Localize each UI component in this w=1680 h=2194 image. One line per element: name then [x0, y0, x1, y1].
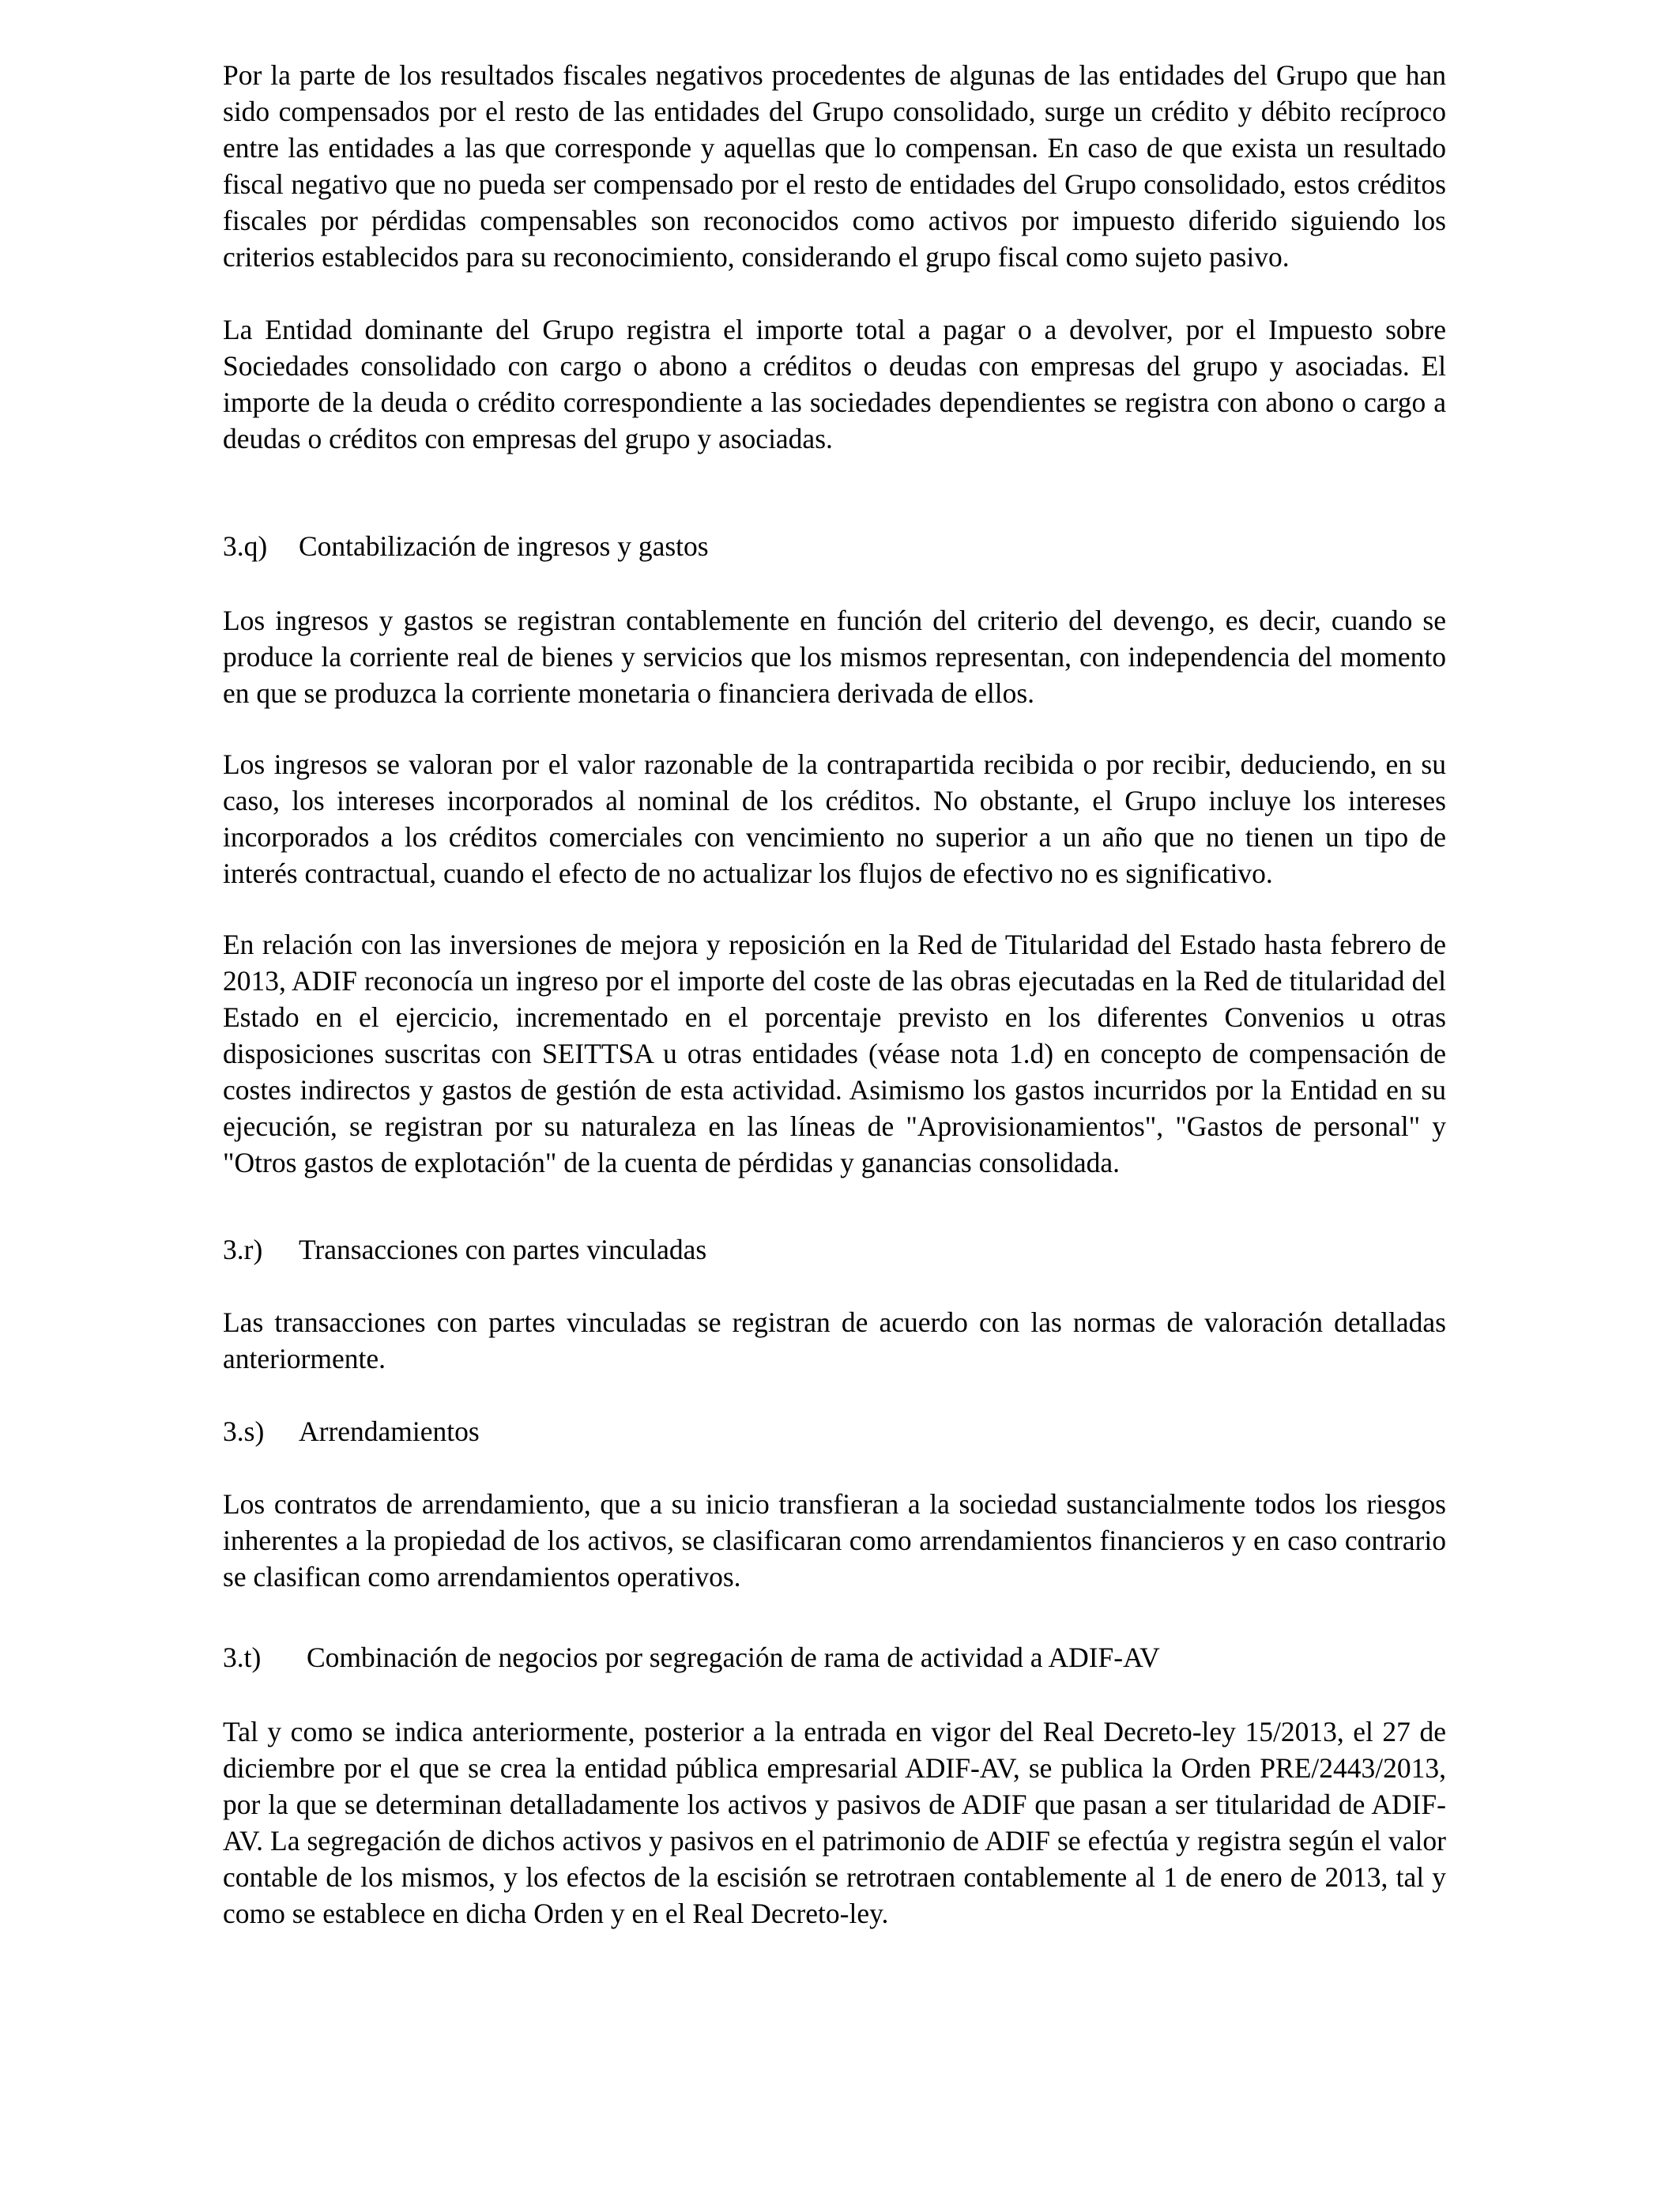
section-heading-3s — [223, 1413, 1446, 1449]
section-number: 3.r) — [223, 1234, 263, 1265]
document-page — [223, 57, 1446, 1932]
section-title: Transacciones con partes vinculadas — [299, 1234, 707, 1265]
paragraph-dominant-entity-tax: La Entidad dominante del Grupo registra el importe total a pagar o a devolver, por el Impuesto sobre Sociedades consolidado con cargo o abono a créditos o deudas con empresas del grupo y asociadas. El importe de la deuda o crédito correspondiente a las sociedades dependientes se registra con abono o cargo a deudas o créditos con empresas del grupo y asociadas. — [223, 314, 1446, 454]
paragraph-business-combination-segregation: Tal y como se indica anteriormente, posterior a la entrada en vigor del Real Decreto-ley 15/2013, el 27 de diciembre por el que se crea la entidad pública empresarial ADIF-AV, se publica la Orden PRE/2443/2013, por la que se determinan detalladamente los activos y pasivos de ADIF que pasan a ser titularidad de ADIF-AV. La segregación de dichos activos y pasivos en el patrimonio de ADIF se efectúa y registra según el valor contable de los mismos, y los efectos de la escisión se retrotraen contablemente al 1 de enero de 2013, tal y como se establece en dicha Orden y en el Real Decreto-ley. — [223, 1716, 1446, 1929]
paragraph-leases: Los contratos de arrendamiento, que a su inicio transfieran a la sociedad sustancialmente todos los riesgos inherentes a la propiedad de los activos, se clasificaran como arrendamientos financieros y en caso contrario se clasifican como arrendamientos operativos. — [223, 1488, 1446, 1593]
paragraph-income-valuation: Los ingresos se valoran por el valor razonable de la contrapartida recibida o por recibir, deduciendo, en su caso, los intereses incorporados al nominal de los créditos. No obstante, el Grupo incluye los intereses incorporados a los créditos comerciales con vencimiento no superior a un año que no tienen un tipo de interés contractual, cuando el efecto de no actualizar los flujos de efectivo no es significativo. — [223, 748, 1446, 889]
section-number: 3.q) — [223, 530, 268, 562]
section-number: 3.t) — [223, 1642, 262, 1673]
paragraph-income-expense-accrual: Los ingresos y gastos se registran contablemente en función del criterio del devengo, es decir, cuando se produce la corriente real de bienes y servicios que los mismos representan, con independencia del momento en que se produzca la corriente monetaria o financiera derivada de ellos. — [223, 605, 1446, 709]
paragraph-state-network-investment: En relación con las inversiones de mejora y reposición en la Red de Titularidad del Estado hasta febrero de 2013, ADIF reconocía un ingreso por el importe del coste de las obras ejecutadas en la Red de titularidad del Estado en el ejercicio, incrementado en el porcentaje previsto en los diferentes Convenios u otras disposiciones suscritas con SEITTSA u otras entidades (véase nota 1.d) en concepto de compensación de costes indirectos y gastos de gestión de esta actividad. Asimismo los gastos incurridos por la Entidad en su ejecución, se registran por su naturaleza en las líneas de "Aprovisionamientos", "Gastos de personal" y "Otros gastos de explotación" de la cuenta de pérdidas y ganancias consolidada. — [223, 929, 1446, 1178]
paragraph-tax-credit-compensation: Por la parte de los resultados fiscales negativos procedentes de algunas de las entidades del Grupo que han sido compensados por el resto de las entidades del Grupo consolidado, surge un crédito y débito recíproco entre las entidades a las que corresponde y aquellas que lo compensan. En caso de que exista un resultado fiscal negativo que no pueda ser compensado por el resto de entidades del Grupo consolidado, estos créditos fiscales por pérdidas compensables son reconocidos como activos por impuesto diferido siguiendo los criterios establecidos para su reconocimiento, considerando el grupo fiscal como sujeto pasivo. — [223, 59, 1446, 273]
section-heading-3q — [223, 528, 1446, 564]
section-title: Arrendamientos — [299, 1416, 480, 1447]
section-number: 3.s) — [223, 1416, 265, 1447]
section-title: Combinación de negocios por segregación de rama de actividad a ADIF-AV — [307, 1642, 1160, 1673]
section-heading-3r — [223, 1231, 1446, 1268]
paragraph-related-party-transactions: Las transacciones con partes vinculadas se registran de acuerdo con las normas de valoración detalladas anteriormente. — [223, 1306, 1446, 1374]
section-heading-3t — [223, 1639, 1446, 1676]
section-title: Contabilización de ingresos y gastos — [299, 530, 709, 562]
